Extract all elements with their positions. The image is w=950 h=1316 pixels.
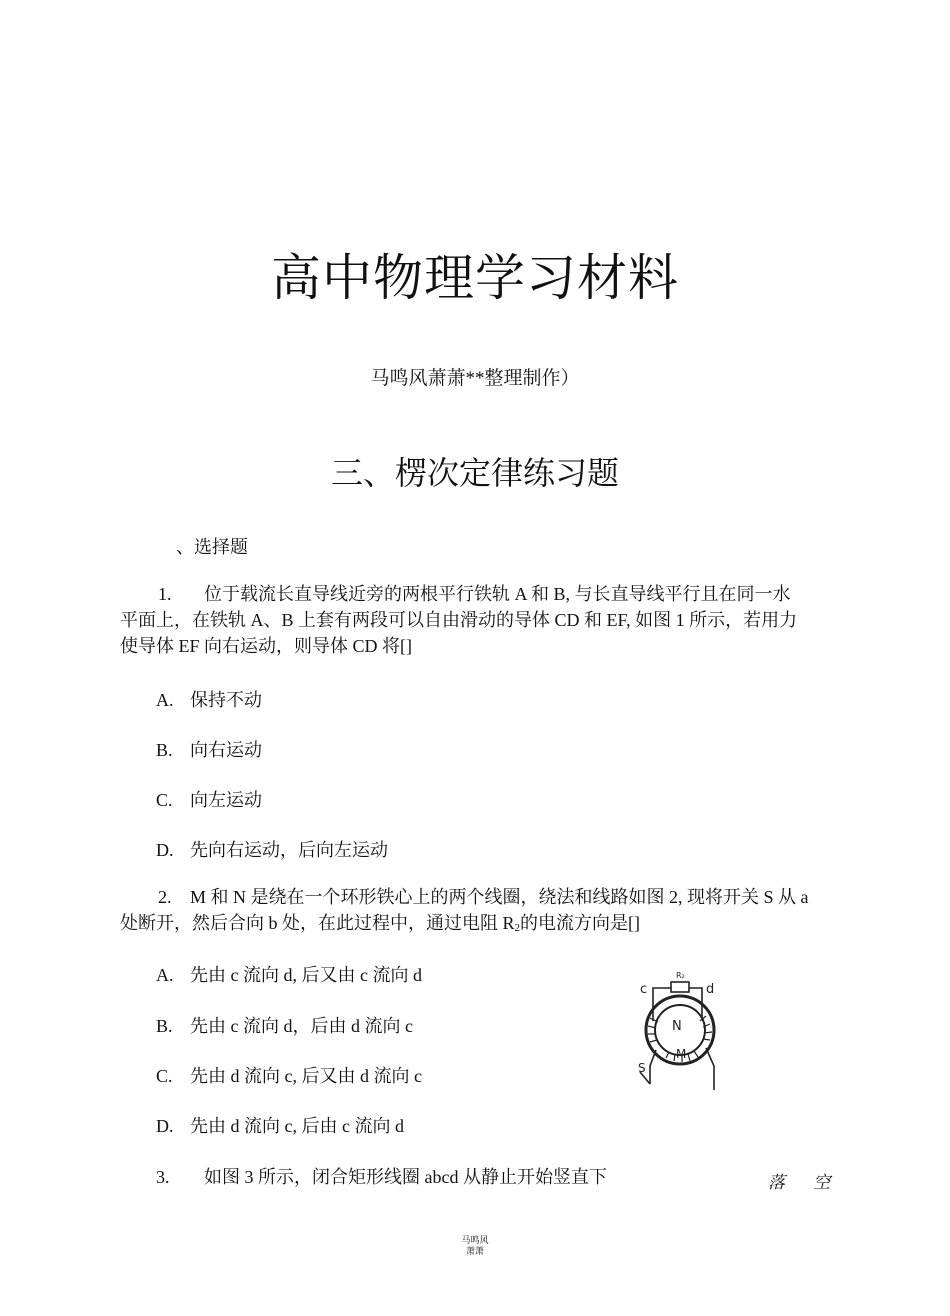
label-s: S (638, 1061, 646, 1075)
question-2 (120, 884, 860, 941)
resistor-r2 (671, 982, 689, 992)
question-2-number: 2. (158, 887, 172, 907)
q1-option-b: B. 向右运动 (156, 740, 262, 760)
question-2-line-2: 处断开，然后合向 b 处，在此过程中，通过电阻 R2的电流方向是[] (120, 913, 641, 934)
page-title: 高中物理学习材料 (271, 249, 679, 307)
question-3: 3. 如图 3 所示，闭合矩形线圈 abcd 从静止开始竖直下 (156, 1167, 607, 1187)
section-title: 三、楞次定律练习题 (330, 455, 619, 491)
page-subtitle: 马鸣风萧萧**整理制作） (370, 368, 580, 389)
question-2-line-1: 2. M 和 N 是绕在一个环形铁心上的两个线圈，绕法和线路如图 2, 现将开关 S 从 a (120, 884, 860, 910)
question-1-line-2: 平面上，在铁轨 A、B 上套有两段可以自由滑动的导体 CD 和 EF, 如图 1 所示，若用力 (120, 610, 798, 630)
question-3-side-text: 落 空 (768, 1173, 843, 1192)
q2-option-d: D. 先由 d 流向 c, 后由 c 流向 d (156, 1116, 404, 1136)
label-d: d (706, 982, 715, 997)
figure-2-toroid (636, 966, 726, 1094)
label-m: M (676, 1047, 687, 1061)
q1-option-c: C. 向左运动 (156, 790, 262, 810)
question-1-line-3: 使导体 EF 向右运动，则导体 CD 将[] (120, 636, 412, 656)
question-1-number: 1. (158, 584, 172, 604)
label-c: c (640, 982, 648, 997)
label-r2: R₂ (676, 971, 685, 980)
question-1 (120, 581, 840, 659)
q1-option-d: D. 先向右运动，后向左运动 (156, 840, 388, 860)
q2-option-c: C. 先由 d 流向 c, 后又由 d 流向 c (156, 1066, 422, 1086)
q1-option-a: A. 保持不动 (156, 690, 262, 710)
q2-option-b: B. 先由 c 流向 d，后由 d 流向 c (156, 1016, 413, 1036)
page-footer: 马鸣风 萧萧 (461, 1236, 489, 1257)
part-title: 、选择题 (176, 537, 248, 557)
label-n: N (672, 1019, 682, 1034)
wire-right-bottom (706, 1048, 714, 1090)
question-1-line-1: 1. 位于载流长直导线近旁的两根平行铁轨 A 和 B, 与长直导线平行且在同一水 (120, 581, 840, 607)
q2-option-a: A. 先由 c 流向 d, 后又由 c 流向 d (156, 965, 422, 985)
